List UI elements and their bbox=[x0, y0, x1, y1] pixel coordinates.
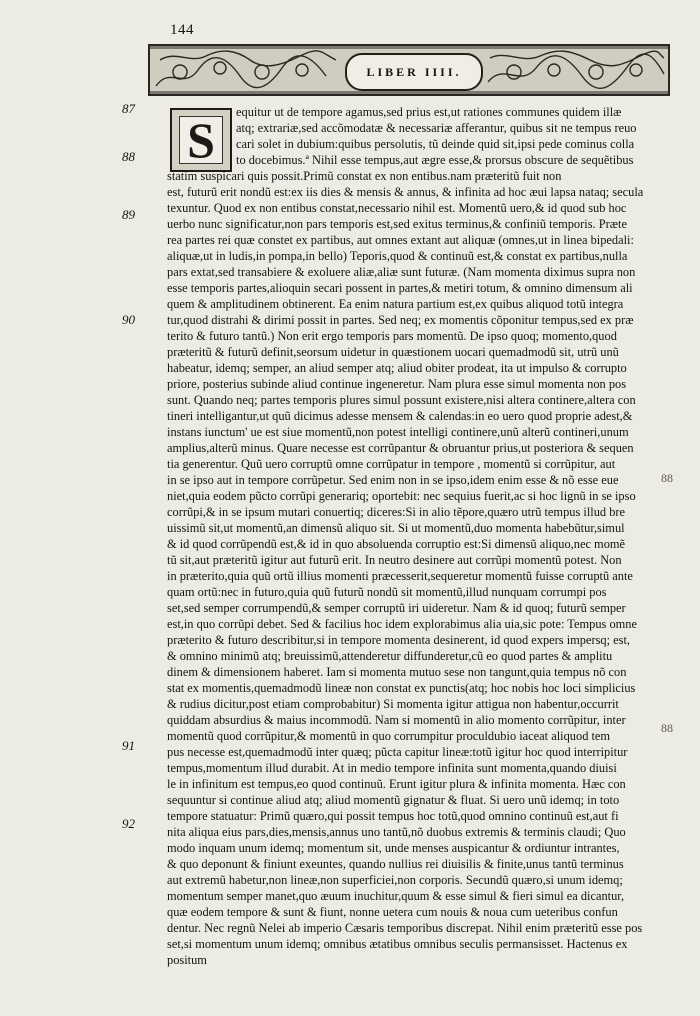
text-line: momentũ quod corrũpitur,& momentũ in quo corrumpitur proculdubio iaceat aliquod tem bbox=[167, 729, 611, 743]
text-line bbox=[582, 968, 662, 984]
text-line: stat ex momentis,quemadmodũ lineæ non constat ex punctis(atq; hoc nobis hoc loci simplicius bbox=[167, 681, 636, 695]
text-line: & quo deponunt & finiunt exeuntes, quando nullius rei diuisilis & finite,unus tantũ terminus bbox=[167, 857, 624, 871]
text-line: nita aliqua eius pars,dies,mensis,annus uno tantũ,nõ duobus extremis & terminis claudi; Quo bbox=[167, 825, 626, 839]
margin-number: 87 bbox=[122, 101, 135, 116]
text-line: quiddam absurdius & maius incommodũ. Nam si momentũ in alio momento corrũpitur, inter bbox=[167, 713, 626, 727]
text-line: & rudius dicitur,post etiam comprobabitur) Si momenta igitur attigua non habentur,occurrit bbox=[167, 697, 619, 711]
text-line: uissimũ sit,ut momentũ,an dimensũ aliquo sit. Si ut momentũ,duo momenta habebũtur,simul bbox=[167, 521, 625, 535]
text-line: sequuntur si continue aliud atq; aliud momentũ gignatur & fluat. Si uero unũ idemq; in toto bbox=[167, 793, 620, 807]
text-line: & omnino minimũ atq; breuissimũ,attenderetur diffunderetur,cũ eo quod partes & amplitu bbox=[167, 649, 613, 663]
text-line: le in infinitum est tempus,eo quod continuũ. Erunt igitur plura & infinita momenta. Hæc con bbox=[167, 777, 626, 791]
text-line: tempore statuatur: Primũ quæro,qui possit tempus hoc totũ,quod omnino continuũ est,aut fi bbox=[167, 809, 619, 823]
text-line: terito & futuro tantũ.) Non erit ergo temporis pars momentũ. De ipso quoq; momento,quod bbox=[167, 329, 617, 343]
book-title-cartouche: LIBER IIII. bbox=[345, 53, 483, 91]
margin-number: 92 bbox=[122, 816, 135, 831]
text-line: præterito & futuro describitur,si in tempore momenta desinerent, id quod expers impersq; est, bbox=[167, 633, 631, 647]
text-line: est, futurũ erit nondũ est:ex iis dies & mensis & annus, & infinita ad hoc æui lapsa nataq; secula bbox=[167, 185, 644, 199]
text-line: modo inquam unum idemq; momentum sit, unde menses auspicantur & ordiuntur intrantes, bbox=[167, 841, 620, 855]
text-line: texuntur. Quod ex non entibus constat,necessario nihil est. Momentũ uero,& id quod sub hoc bbox=[167, 201, 627, 215]
text-line: est,in quo corrũpi debet. Sed & facilius hoc idem explorabimus alia uia,sic pote: Tempus omne bbox=[167, 617, 637, 631]
text-line: sunt. Quando neq; partes temporis plures simul possunt existere,nisi altera continere,altera con bbox=[167, 393, 636, 407]
text-line: quem & amplitudinem obtinerent. Ea enim natura partium est,ex quibus aliquod totũ integra bbox=[167, 297, 624, 311]
text-line: equitur ut de tempore agamus,sed prius est,ut rationes communes quidem illæ bbox=[236, 105, 622, 119]
text-line: uerbo nunc significatur,non pars temporis est,sed exitus terminus,& confiniũ temporis. Præte bbox=[167, 217, 627, 231]
text-line: atq; extrariæ,sed accõmodatæ & necessariæ afferantur, quibus sit ne tempus reuo bbox=[236, 121, 637, 135]
text-line: pars extat,sed transabiere & exoluere aliæ,aliæ sunt futuræ. (Nam momenta diximus supra non bbox=[167, 265, 636, 279]
text-line: set,sed semper corrumpendũ,& semper corruptũ iri uideretur. Nam & id quoq; futurũ semper bbox=[167, 601, 626, 615]
text-line: to docebimus.ª Nihil esse tempus,aut ægre esse,& prorsus obscure de sequẽtibus bbox=[236, 153, 634, 167]
text-line: amplius,alterũ minus. Quare necesse est corrũpantur & obruantur prius,ut posteriora & sequen bbox=[167, 441, 634, 455]
text-line: in præterito,quia quũ ortũ illius momenti præcesserit,sequeretur momentũ fuisse corruptũ ante bbox=[167, 569, 633, 583]
text-line: quam ortũ:nec in futuro,quia quũ futurũ nondũ sit momentũ,illud nunquam corrumpi pos bbox=[167, 585, 607, 599]
text-line: quæ eodem tempore & sunt & fiunt, nonne uetera cum nouis & noua cum ueteribus confun bbox=[167, 905, 618, 919]
text-line: tur,quod distrahi & dirimi possit in partes. Sed neq; ex momentis cõponitur tempus,sed ex præ bbox=[167, 313, 634, 327]
text-line: tempus,momentum illud durabit. At in medio tempore infinita sunt momenta,quando diuisi bbox=[167, 761, 617, 775]
woodcut-header-banner bbox=[148, 44, 670, 96]
margin-number: 90 bbox=[122, 312, 135, 327]
text-line: set,si momentum unum idemq; omnibus ætatibus omnibus seculis permansisset. Hactenus ex bbox=[167, 937, 628, 951]
text-line: corrũpi,& in se ipsum mutari conuertiq; diceres:Si in alio tẽpore,quæro utrũ tempus illud bre bbox=[167, 505, 626, 519]
text-line: pus necesse est,quemadmodũ inter quæq; pũcta capitur lineæ:totũ igitur hoc quod interripitur bbox=[167, 745, 628, 759]
page-number: 144 bbox=[170, 22, 194, 38]
text-line: tũ sit,aut præteritũ igitur aut futurũ erit. In neutro desinere aut corrũpi momentũ potest. Non bbox=[167, 553, 622, 567]
text-line: in se ipso aut in tempore corrũpetur. Sed enim non in se ipso,idem enim esse & nõ esse eue bbox=[167, 473, 619, 487]
text-line: positum bbox=[167, 953, 207, 967]
text-line: aut extremũ habetur,non lineæ,non superficiei,non corporis. Secundũ quæro,si unum idemq; bbox=[167, 873, 623, 887]
margin-number: 89 bbox=[122, 207, 135, 222]
right-margin-number: 88 bbox=[661, 721, 673, 735]
decorated-initial bbox=[170, 108, 232, 172]
text-line: aliquæ,ut in ludis,in pompa,in bello) Teporis,quod & continuũ est,& constat ex partibus,nulla bbox=[167, 249, 628, 263]
text-line: statim suspicari quis possit.Primũ constat ex non entibus.nam præteritũ fuit non bbox=[167, 169, 562, 183]
text-line: priore, posterius subinde aliud continue ingeneretur. Nam plura esse simul momenta non pos bbox=[167, 377, 627, 391]
text-line: præteritũ & futurũ definit,seorsum uidetur in quæstionem uocari quemadmodũ sit, utrũ unũ bbox=[167, 345, 619, 359]
drop-cap-letter: S bbox=[179, 116, 223, 164]
text-line: niet,quia eodem pũcto corrũpi generariq; oportebit: nec sequius fuerit,ac si hoc lignũ in se ipso bbox=[167, 489, 636, 503]
margin-number: 88 bbox=[122, 149, 135, 164]
text-line: esse temporis partes,alioquin secari possent in partes,& metiri totum, & omnino dimensum ali bbox=[167, 281, 633, 295]
text-line: & id quod corrũpendũ est,& id in quo absoluenda corruptio est:Si dimensũ aliquo,nec momẽ bbox=[167, 537, 626, 551]
text-line: momentum semper manet,quo æuum inuchitur,quum & esse simul & fieri simul ea dicantur, bbox=[167, 889, 625, 903]
text-line: dentur. Nec regnũ Nelei ab imperio Cæsaris temporibus discrepat. Nihil enim præteritũ esse pos bbox=[167, 921, 643, 935]
text-line: rea partes rei quæ constet ex partibus, aut omnes extant aut aliquæ (omnes,ut in linea bipedali: bbox=[167, 233, 634, 247]
right-margin-number: 88 bbox=[661, 471, 673, 485]
text-line: habeatur, idemq; semper, an aliud semper atq; aliud obiter prodeat, ita ut impulso & corrupto bbox=[167, 361, 627, 375]
text-line: tia generentur. Quũ uero corruptũ omne corrũpatur in tempore , momentũ si corrũpitur, aut bbox=[167, 457, 616, 471]
text-line: instans iunctum' ue est siue momentũ,non potest intelligi continere,unũ alterũ contineri,unum bbox=[167, 425, 629, 439]
text-line: dinem & dimensionem haberet. Iam si momenta mutuo sese non tangunt,quia tempus nõ con bbox=[167, 665, 627, 679]
text-line: cari solet in dubium:quibus persolutis, tũ deinde quid sit,ipsi pede cominus colla bbox=[236, 137, 635, 151]
text-line: tineri intelligantur,ut quũ dicimus adesse mensem & calendas:in eo uero quod proprie adest,& bbox=[167, 409, 633, 423]
margin-number: 91 bbox=[122, 738, 135, 753]
